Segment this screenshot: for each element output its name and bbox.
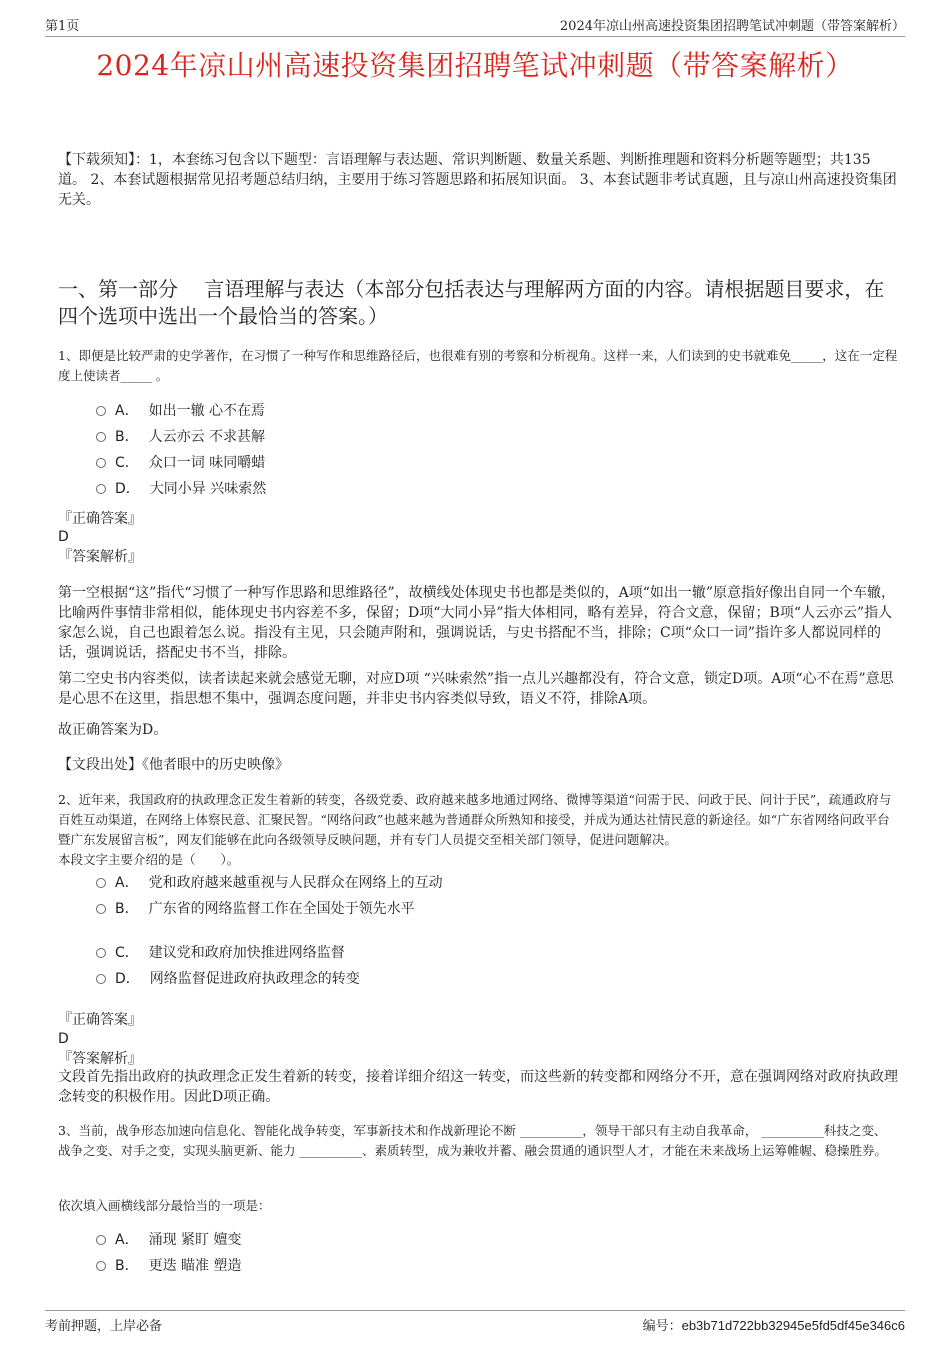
radio-icon[interactable] — [96, 948, 106, 958]
q2-option-b[interactable] — [96, 899, 415, 919]
option-text: 人云亦云 不求甚解 — [148, 429, 266, 445]
page-footer — [45, 1310, 905, 1337]
q1-analysis-p1: 第一空根据“这”指代“习惯了一种写作思路和思维路径”，故横线处体现史书也都是类似的，A项“如出一辙”原意指好像出自同一个车辙，比喻两件事情非常相似，能体现史书内容差不多，保留；D项“大同小异”指大体相同，略有差异，符合文意，保留；B项“人云亦云”指人家怎么说，自己也跟着怎么说。指没有主见，只会随声附和，强调说话，与史书搭配不当，排除；C项“众口一词”指许多人都说同样的话，强调说话，搭配史书不当，排除。 — [58, 585, 896, 661]
q2-answer: D — [58, 1031, 69, 1047]
q1-analysis-p2: 第二空史书内容类似，读者读起来就会感觉无聊，对应D项 “兴味索然”指一点儿兴趣都没有，符合文意，锁定D项。A项“心不在焉”意思是心思不在这里，指思想不集中，强调态度问题，并非史书内容类似导致，语义不符，排除A项。 — [58, 671, 894, 707]
option-label: D． — [115, 481, 140, 497]
q1-stem: 1、即便是比较严肃的史学著作，在习惯了一种写作和思维路径后，也很难有别的考察和分析视角。这样一来，人们读到的史书就难免_____，这在一定程度上使读者_____ 。 — [58, 348, 898, 383]
q2-stem: 2、近年来，我国政府的执政理念正发生着新的转变，各级党委、政府越来越多地通过网络、微博等渠道“问需于民、问政于民、问计于民”，疏通政府与百姓互动渠道，在网络上体察民意、汇聚民智。“网络问政”也越来越为普通群众所熟知和接受，并成为通达社情民意的新途径。如“广东省网络问政平台暨广东发展留言板”，网友们能够在此向各级领导反映问题，并有专门人员提交至相关部门领导，促进问题解决。 — [58, 792, 892, 847]
option-label: A． — [115, 403, 139, 419]
radio-icon[interactable] — [96, 904, 106, 914]
option-text: 网络监督促进政府执政理念的转变 — [149, 971, 360, 987]
radio-icon[interactable] — [96, 878, 106, 888]
q3-prompt: 依次填入画横线部分最恰当的一项是： — [58, 1198, 271, 1213]
option-label: A． — [115, 1232, 139, 1248]
page-header — [45, 14, 905, 37]
radio-icon[interactable] — [96, 484, 106, 494]
q3-stem: 3、当前，战争形态加速向信息化、智能化战争转变，军事新技术和作战新理论不断 __________，领导干部只有主动自我革命， __________科技之变、战争之变、对手之变，实现头脑更新、能力 __________、素质转型，成为兼收并蓄、融会贯通的通识型人才，才能在未来战场上运筹帷幄、稳操胜券。 — [58, 1123, 887, 1158]
serial-code: eb3b71d722bb32945e5fd5df45e346c6 — [681, 1318, 905, 1333]
q1-source: 【文段出处】《他者眼中的历史映像》 — [58, 757, 289, 773]
option-label: B． — [115, 1258, 139, 1274]
q1-option-c[interactable] — [96, 453, 265, 473]
q3-option-b[interactable] — [96, 1256, 242, 1276]
option-text: 建议党和政府加快推进网络监督 — [148, 945, 345, 961]
option-text: 如出一辙 心不在焉 — [148, 403, 266, 419]
q2-option-a[interactable] — [96, 873, 443, 893]
q2-analysis-label: 『答案解析』 — [58, 1051, 142, 1067]
option-text: 涌现 紧盯 嬗变 — [148, 1232, 242, 1248]
radio-icon[interactable] — [96, 1261, 106, 1271]
option-text: 党和政府越来越重视与人民群众在网络上的互动 — [148, 875, 443, 891]
option-label: D． — [115, 971, 140, 987]
option-text: 众口一词 味同嚼蜡 — [148, 455, 266, 471]
option-label: C． — [115, 455, 139, 471]
serial-label: 编号： — [642, 1319, 682, 1334]
section-heading: 一、第一部分 言语理解与表达（本部分包括表达与理解两方面的内容。请根据题目要求，在四个选项中选出一个最恰当的答案。） — [58, 277, 885, 328]
q2-option-c[interactable] — [96, 943, 345, 963]
q3-option-a[interactable] — [96, 1230, 241, 1250]
option-text: 广东省的网络监督工作在全国处于领先水平 — [148, 901, 415, 917]
radio-icon[interactable] — [96, 1235, 106, 1245]
footer-slogan: 考前押题，上岸必备 — [45, 1319, 163, 1334]
q2-option-d[interactable] — [96, 969, 360, 989]
q1-option-d[interactable] — [96, 479, 266, 499]
q1-answer: D — [58, 529, 69, 545]
radio-icon[interactable] — [96, 458, 106, 468]
q1-option-a[interactable] — [96, 401, 265, 421]
header-doc-title: 2024年凉山州高速投资集团招聘笔试冲刺题（带答案解析） — [559, 19, 905, 34]
option-label: A． — [115, 875, 139, 891]
q1-option-b[interactable] — [96, 427, 265, 447]
radio-icon[interactable] — [96, 406, 106, 416]
q2-answer-label: 『正确答案』 — [58, 1012, 142, 1028]
option-label: B． — [115, 901, 139, 917]
radio-icon[interactable] — [96, 432, 106, 442]
footer-serial — [643, 1315, 905, 1337]
option-text: 更迭 瞄准 塑造 — [148, 1258, 242, 1274]
option-label: C． — [115, 945, 139, 961]
q1-analysis-p3: 故正确答案为D。 — [58, 722, 168, 738]
option-text: 大同小异 兴味索然 — [149, 481, 267, 497]
q1-answer-label: 『正确答案』 — [58, 511, 142, 527]
download-notice: 【下载须知】：1，本套练习包含以下题型：言语理解与表达题、常识判断题、数量关系题、判断推理题和资料分析题等题型；共135道。 2、本套试题根据常见招考题总结归纳，主要用于练习答题思路和拓展知识面。 3、本套试题非考试真题，且与凉山州高速投资集团无关。 — [58, 152, 897, 208]
q1-analysis-label: 『答案解析』 — [58, 549, 142, 565]
q2-prompt: 本段文字主要介绍的是（ ）。 — [58, 852, 240, 867]
page-number: 第1页 — [45, 19, 80, 34]
document-title: 2024年凉山州高速投资集团招聘笔试冲刺题（带答案解析） — [96, 49, 854, 82]
radio-icon[interactable] — [96, 974, 106, 984]
option-label: B． — [115, 429, 139, 445]
q2-analysis: 文段首先指出政府的执政理念正发生着新的转变，接着详细介绍这一转变，而这些新的转变都和网络分不开，意在强调网络对政府执政理念转变的积极作用。因此D项正确。 — [58, 1069, 898, 1105]
